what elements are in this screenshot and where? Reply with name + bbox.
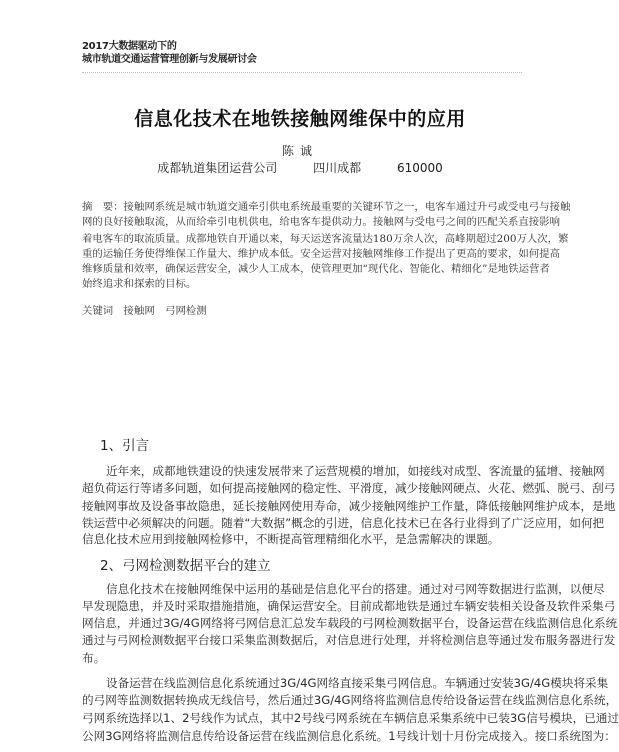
affiliation: [0, 159, 600, 176]
paragraph-line: 早发现隐患，并及时采取措施措施，确保运营安全。目前成都地铁是通过车辆安装相关设备及软件采集弓: [82, 599, 616, 613]
author: 陈诚: [281, 144, 318, 158]
abstract-line: 维修质量和效率，确保运营安全，减少人工成本，使管理更加“现代化、智能化、精细化”是地铁运营者: [82, 263, 550, 275]
abstract-line: 始终追求和探索的目标。: [82, 278, 197, 290]
abstract-line: 网的良好接触取流，从而给牵引电机供电，给电客车提供动力。接触网与受电弓之间的匹配关系直接影响: [82, 216, 560, 228]
affiliation-place: 四川成都: [313, 161, 362, 175]
paragraph-line: 超负荷运行等诸多问题，如何提高接触网的稳定性、平滑度，减少接触网硬点、火花、燃弧、脱弓、刮弓: [82, 481, 616, 495]
paragraph-line: 通过与弓网检测数据平台接口采集监测数据后，对信息进行处理，并将检测信息等通过发布服务器进行发: [82, 633, 616, 647]
paragraph-line: 信息化技术在接触网维保中运用的基础是信息化平台的搭建。通过对弓网等数据进行监测，以便尽: [106, 582, 605, 596]
paragraph-line: 公网3G网络将监测信息传给设备运营在线监测信息化系统。1号线计划十月份完成接入。接口系统图为：: [82, 729, 616, 743]
section-heading-2: 2、弓网检测数据平台的建立: [100, 558, 271, 574]
abstract-line: 重的运输任务使得维保工作量大、维护成本低。安全运营对接触网维修工作提出了更高的要求，如何提高: [82, 248, 560, 260]
paragraph-line: 接触网事故及设备事故隐患，延长接触网使用寿命，减少接触网维护工作量，降低接触网维护成本，是地: [82, 499, 616, 513]
conference-name-line1: 2017大数据驱动下的: [82, 41, 177, 52]
paragraph-line: 布。: [82, 651, 106, 665]
paragraph-line: 信息化技术应用到接触网检修中，不断提高管理精细化水平，是急需解决的课题。: [82, 532, 500, 546]
paragraph-line: 网信息，并通过3G/4G网络将弓网信息汇总发车载段的弓网检测数据平台，设备运营在线监测信息化系统: [82, 616, 618, 630]
paragraph-line: 近年来，成都地铁建设的快速发展带来了运营规模的增加，如接线对成型、客流量的猛增、接触网: [106, 464, 605, 478]
section-heading-1: 1、引言: [100, 438, 150, 454]
paragraph-line: 铁运营中必须解决的问题。随着“大数据”概念的引进，信息化技术已在各行业得到了广泛应用，如何把: [82, 516, 605, 530]
affiliation-org: 成都轨道集团运营公司: [157, 161, 278, 175]
paragraph-line: 的弓网等监测数据转换成无线信号，然后通过3G/4G网络将监测信息传给设备运营在线监测信息化系统，: [82, 693, 618, 707]
header-divider: [82, 72, 522, 73]
paragraph-line: 弓网系统选择以1、2号线作为试点，其中2号线弓网系统在车辆信息采集系统中已装3G信号模块，已通过: [82, 711, 619, 725]
paper-title: 信息化技术在地铁接触网维保中的应用: [134, 108, 466, 130]
conference-name-line2: 城市轨道交通运营管理创新与发展研讨会: [82, 54, 257, 65]
abstract-line: 着电客车的取流质量。成都地铁自开通以来，每天运送客流量达180万余人次，高峰期超过200万人次，繁: [82, 233, 569, 245]
affiliation-postcode: 610000: [396, 161, 443, 175]
keywords: 关键词 接触网 弓网检测: [82, 305, 207, 317]
paragraph-line: 设备运营在线监测信息化系统通过3G/4G网络直接采集弓网信息。车辆通过安装3G/4G模块将采集: [106, 676, 609, 690]
abstract-line: 摘 要：接触网系统是城市轨道交通牵引供电系统最重要的关键环节之一，电客车通过升弓或受电弓与接触: [82, 201, 571, 213]
